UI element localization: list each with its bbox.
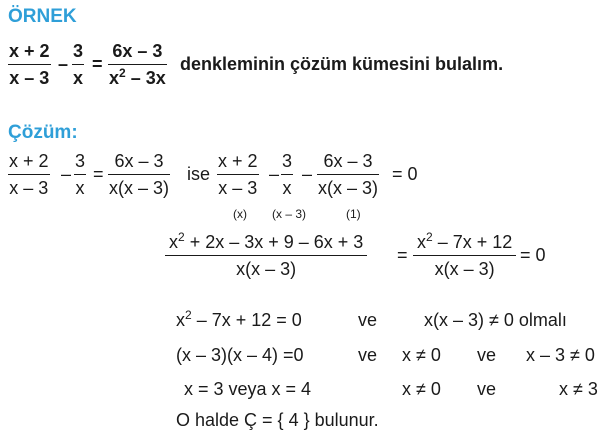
line2-result-fraction: $x^2 - 7x + 12$ x(x – 3) (413, 231, 516, 280)
line1-rhs-fraction-3: 6x – 3 x(x – 3) (318, 151, 379, 198)
line2-equals: = (397, 245, 408, 265)
row1-ve: ve (358, 310, 378, 330)
line1-rhs-minus-2: – (302, 164, 313, 184)
row3-roots: x = 3 veya x = 4 (184, 379, 312, 399)
line1-ise: ise (187, 164, 211, 184)
line2-combined-fraction: $x^2 + 2x - 3x + 9 - 6x + 3$ x(x – 3) (165, 231, 367, 280)
solution-heading: Çözüm: (8, 122, 78, 143)
example-heading: ÖRNEK (8, 6, 77, 27)
row3-x-not-zero: x ≠ 0 (402, 379, 441, 399)
line1-rhs-minus-1: – (269, 164, 280, 184)
problem-fraction-2: 3 x (73, 41, 84, 88)
problem-minus: – (58, 54, 69, 74)
row2-x-minus-3-not-zero: x – 3 ≠ 0 (526, 345, 595, 365)
row1-condition: x(x – 3) ≠ 0 olmalı (424, 310, 567, 330)
row2-ve: ve (358, 345, 378, 365)
row3-ve: ve (477, 379, 497, 399)
conclusion: O halde Ç = { 4 } bulunur. (176, 410, 379, 430)
row2-ve-2: ve (477, 345, 497, 365)
line1-fraction-3: 6x – 3 x(x – 3) (109, 151, 170, 198)
problem-text: denkleminin çözüm kümesini bulalım. (180, 54, 504, 74)
line1-equals-zero: = 0 (392, 164, 418, 184)
line1-rhs-fraction-1: x + 2 x – 3 (218, 151, 258, 198)
line1-fraction-1: x + 2 x – 3 (9, 151, 49, 198)
row3-x-not-three: x ≠ 3 (559, 379, 598, 399)
multiplier-one: (1) (346, 207, 361, 221)
line1-fraction-2: 3 x (75, 151, 86, 198)
line1-rhs-fraction-2: 3 x (282, 151, 293, 198)
line2-equals-zero: = 0 (520, 245, 546, 265)
line1-minus: – (61, 164, 72, 184)
row2-factored: (x – 3)(x – 4) =0 (176, 345, 304, 365)
row1-equation: $x^2 - 7x + 12 = 0$ (176, 308, 302, 330)
problem-fraction-3: 6x – 3 $x^2 - 3x$ (109, 41, 166, 88)
problem-equals: = (92, 54, 103, 74)
problem-fraction-1: x + 2 x – 3 (9, 41, 50, 88)
multiplier-x: (x) (233, 207, 247, 221)
line1-equals: = (93, 164, 104, 184)
multiplier-x-minus-3: (x – 3) (272, 207, 307, 221)
row2-x-not-zero: x ≠ 0 (402, 345, 441, 365)
